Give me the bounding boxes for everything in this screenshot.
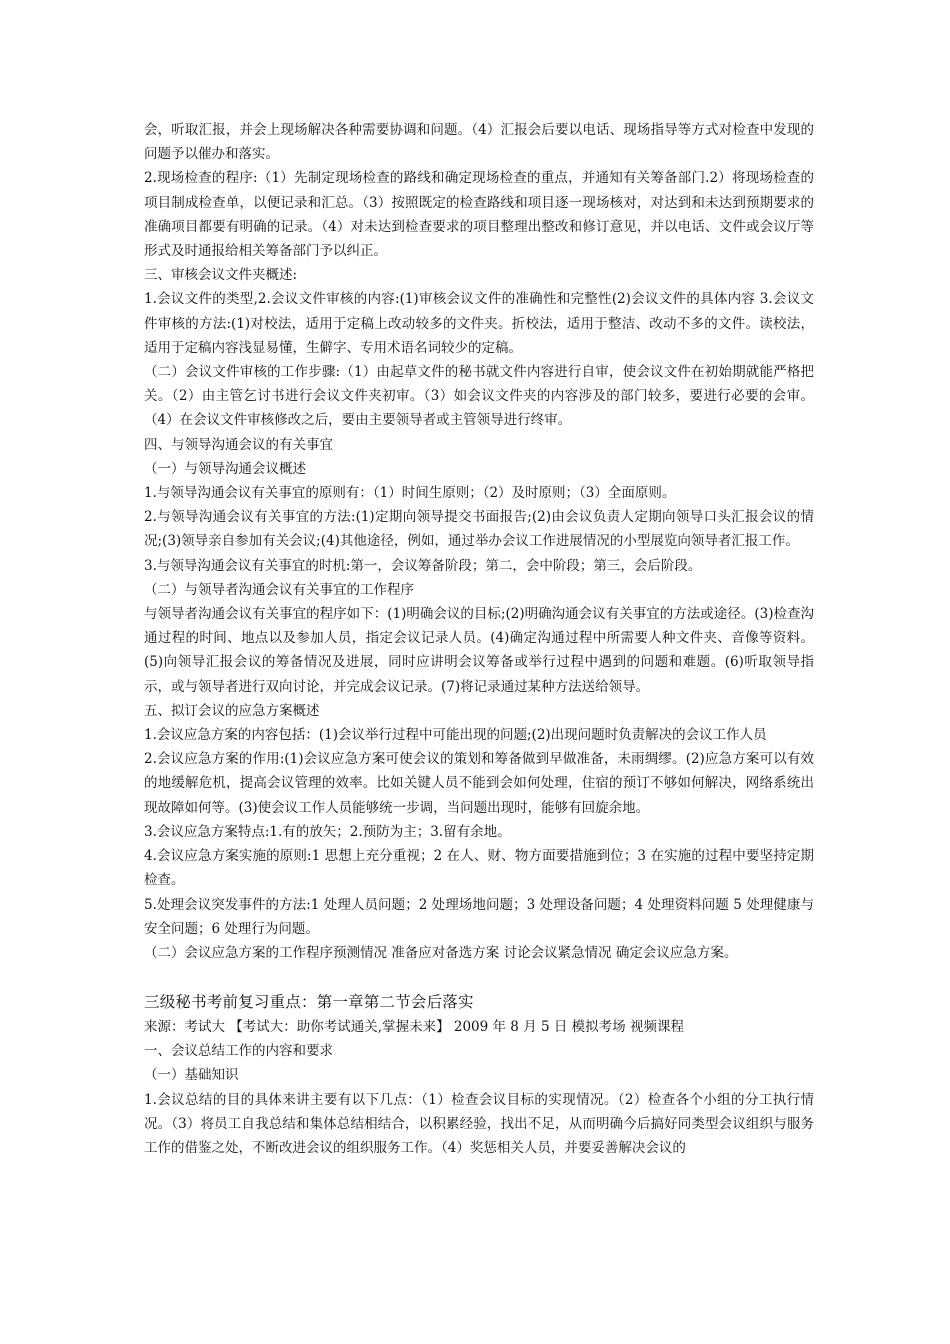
subsection-heading: （一）与领导沟通会议概述 <box>144 460 306 477</box>
paragraph: 1.与领导沟通会议有关事宜的原则有：（1）时间生原则；（2）及时原则；（3）全面原则。 <box>144 485 676 502</box>
paragraph: 与领导者沟通会议有关事宜的程序如下：(1)明确会议的目标;(2)明确沟通会议有关事宜的方法或途径。(3)检查沟通过程的时间、地点以及参加人员，指定会议记录人员。(4)确定沟通过程中所需要人种文件夹、音像等资料。(5)向领导汇报会议的筹备情况及进展，同时应讲明会议筹备或举行过程中遇到的问题和难题。(6)听取领导指示，或与领导者进行双向讨论，并完成会议记录。(7)将记录通过某种方法送给领导。 <box>144 606 814 695</box>
section-heading: 五、拟订会议的应急方案概述 <box>144 702 320 719</box>
paragraph: 3.会议应急方案特点:1.有的放矢；2.预防为主；3.留有余地。 <box>144 823 511 840</box>
paragraph: 1.会议应急方案的内容包括：(1)会议举行过程中可能出现的问题;(2)出现问题时负责解决的会议工作人员 <box>144 727 767 744</box>
subsection-heading: （一）基础知识 <box>144 1067 239 1084</box>
paragraph: （二）会议文件审核的工作步骤:（1）由起草文件的秘书就文件内容进行自审，使会议文件在初始期就能严格把关。（2）由主管乞讨书进行会议文件夹初审。（3）如会议文件夹的内容涉及的部门较多，要进行必要的会审。（4）在会议文件审核修改之后，要由主要领导者或主管领导进行终审。 <box>144 364 814 429</box>
document-body <box>144 118 814 1160</box>
paragraph: 2.现场检查的程序:（1）先制定现场检查的路线和确定现场检查的重点，并通知有关筹备部门.2）将现场检查的项目制成检查单，以便记录和汇总。（3）按照既定的检查路线和项目逐一现场核对，对达到和未达到预期要求的准确项目都要有明确的记录。（4）对未达到检查要求的项目整理出整改和修订意见，并以电话、文件或会议厅等形式及时通报给相关筹备部门予以纠正。 <box>144 170 814 260</box>
paragraph: 5.处理会议突发事件的方法:1 处理人员问题；2 处理场地问题；3 处理设备问题；4 处理资料问题 5 处理健康与安全问题；6 处理行为问题。 <box>144 896 814 937</box>
paragraph: 1.会议总结的目的具体来讲主要有以下几点：（1）检查会议目标的实现情况。（2）检查各个小组的分工执行情况。（3）将员工自我总结和集体总结相结合，以积累经验，找出不足，从而明确今后搞好同类型会议组织与服务工作的借鉴之处，不断改进会议的组织服务工作。（4）奖惩相关人员，并要妥善解决会议的 <box>144 1091 814 1156</box>
paragraph: 3.与领导沟通会议有关事宜的时机:第一，会议筹备阶段；第二，会中阶段；第三，会后阶段。 <box>144 557 702 574</box>
paragraph: 会，听取汇报，并会上现场解决各种需要协调和问题。（4）汇报会后要以电话、现场指导等方式对检查中发现的问题予以催办和落实。 <box>144 122 814 163</box>
paragraph: 2.会议应急方案的作用:(1)会议应急方案可使会议的策划和筹备做到早做准备，未雨绸缪。(2)应急方案可以有效的地缓解危机，提高会议管理的效率。比如关键人员不能到会如何处理，住宿的预订不够如何解决，网络系统出现故障如何等。(3)使会议工作人员能够统一步调，当问题出现时，能够有回旋余地。 <box>144 751 814 816</box>
subsection-heading: （二）与领导者沟通会议有关事宜的工作程序 <box>144 581 414 598</box>
paragraph: 1.会议文件的类型,2.会议文件审核的内容:(1)审核会议文件的准确性和完整性(2)会议文件的具体内容 3.会议文件审核的方法:(1)对校法，适用于定稿上改动较多的文件夹。折校法，适用于整洁、改动不多的文件。读校法，适用于定稿内容浅显易懂，生僻字、专用术语名词较少的定稿。 <box>144 291 814 356</box>
article-title: 三级秘书考前复习重点：第一章第二节会后落实 <box>144 993 474 1012</box>
spacer <box>144 965 814 989</box>
section-heading: 三、审核会议文件夹概述: <box>144 267 298 284</box>
paragraph: （二）会议应急方案的工作程序预测情况 准备应对备选方案 讨论会议紧急情况 确定会议应急方案。 <box>144 944 738 961</box>
section-heading: 一、会议总结工作的内容和要求 <box>144 1043 333 1060</box>
paragraph: 4.会议应急方案实施的原则:1 思想上充分重视；2 在人、财、物方面要措施到位；3 在实施的过程中要坚持定期检查。 <box>144 848 814 889</box>
section-heading: 四、与领导沟通会议的有关事宜 <box>144 436 333 453</box>
article-source: 来源：考试大 【考试大：助你考试通关,掌握未来】 2009 年 8 月 5 日 模拟考场 视频课程 <box>144 1019 684 1036</box>
paragraph: 2.与领导沟通会议有关事宜的方法:(1)定期向领导提交书面报告;(2)由会议负责人定期向领导口头汇报会议的情况;(3)领导亲自参加有关会议;(4)其他途径，例如，通过举办会议工作进展情况的小型展览向领导者汇报工作。 <box>144 509 814 550</box>
